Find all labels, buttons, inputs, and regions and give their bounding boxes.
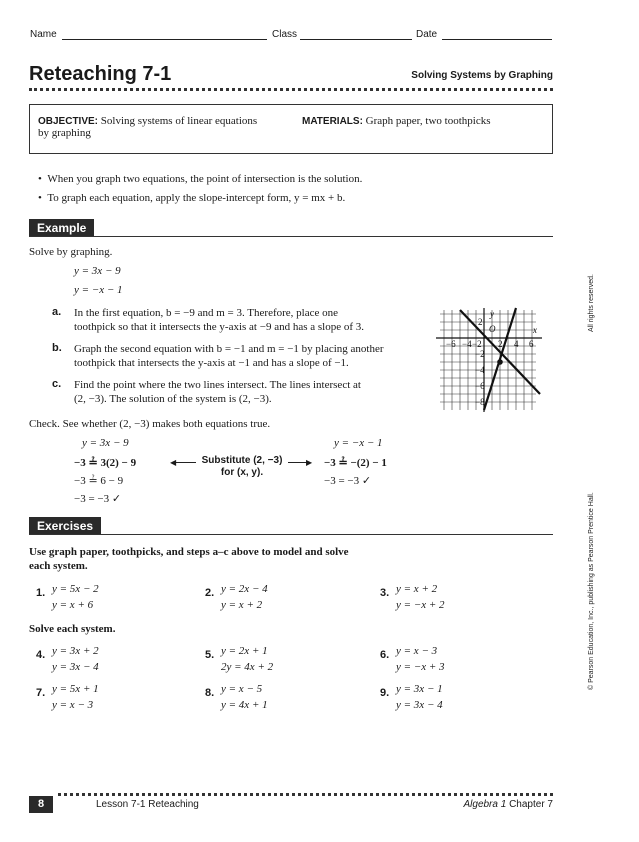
graph-y-label: y [490,309,494,319]
example-graph [434,306,544,414]
copyright-note: © Pearson Education, Inc., publishing as Pearson Prentice Hall. [588,492,595,690]
exercise-item: 7. y = 5x + 1 y = x − 3 [36,683,99,711]
left-arrow-shaft [174,462,196,463]
left-check-line: −3 ≟ 6 − 9 [74,475,124,487]
step-a-text: In the first equation, b = −9 and m = 3. Therefore, place one toothpick so that it intersects the y-axis at −9 and has a slope of 3. [74,307,365,333]
solve-label: Solve each system. [29,623,116,635]
step-c-text: Find the point where the two lines intersect. The lines intersect at (2, −3). The solution of the system is (2, −3). [74,379,361,405]
objective-line2: by graphing [38,127,91,139]
exercise-item: 5. y = 2x + 1 2y = 4x + 2 [205,645,274,673]
exercise-item: 4. y = 3x + 2 y = 3x − 4 [36,645,99,673]
x-tick-label: 4 [514,339,519,349]
left-check-line: −3 ≟ 3(2) − 9 [74,457,137,469]
graph-origin-label: O [489,324,496,334]
graph-x-label: x [533,325,537,335]
footer-dotted-divider [58,793,553,796]
bullet-item: • When you graph two equations, the point of intersection is the solution. [38,173,363,185]
example-intro: Solve by graphing. [29,246,113,258]
page-subtitle: Solving Systems by Graphing [411,70,553,81]
intersection-point [497,359,503,365]
objective-line1: Solving systems of linear equations [100,115,258,127]
name-field[interactable] [62,39,267,40]
y-tick-label: −8 [475,397,485,407]
x-tick-label: 2 [498,339,503,349]
exercise-item: 1. y = 5x − 2 y = x + 6 [36,583,99,611]
name-label: Name [30,29,57,40]
step-c-label: c. [52,378,62,390]
example-tab: Example [29,219,94,237]
exercises-tab: Exercises [29,517,101,535]
objective-box [29,104,553,154]
left-check-line: −3 = −3 ✓ [74,493,122,505]
check-intro: Check. See whether (2, −3) makes both equations true. [29,418,271,430]
exercise-item: 8. y = x − 5 y = 4x + 1 [205,683,268,711]
x-tick-label: −2 [472,339,482,349]
step-b-text: Graph the second equation with b = −1 and m = −1 by placing another toothpick that intersects the y-axis at −1 and has a slope of −1. [74,343,384,369]
exercise-item: 3. y = x + 2 y = −x + 2 [380,583,445,611]
left-arrow-icon: ◀ [170,458,177,467]
objective-text [38,115,288,139]
y-tick-label: 2 [478,317,483,327]
example-eq2: y = −x − 1 [74,284,123,296]
date-field[interactable] [442,39,552,40]
example-eq1: y = 3x − 9 [74,265,121,277]
objective-label: OBJECTIVE: [38,116,99,127]
title-dotted-divider [29,88,553,91]
bullet-item: • To graph each equation, apply the slope-intercept form, y = mx + b. [38,192,346,204]
exercise-item: 6. y = x − 3 y = −x + 3 [380,645,445,673]
x-tick-label: −4 [462,339,472,349]
y-tick-label: −6 [475,381,485,391]
exercises-rule [29,534,553,535]
materials-text [302,115,490,127]
substitute-note: Substitute (2, −3) for (x, y). [201,455,283,478]
footer-lesson: Lesson 7-1 Reteaching [96,799,199,810]
right-check-line: y = −x − 1 [334,437,383,449]
left-check-line: y = 3x − 9 [82,437,129,449]
x-tick-label: −6 [446,339,456,349]
right-check-line: −3 = −3 ✓ [324,475,372,487]
footer-book: Algebra 1 Chapter 7 [463,799,553,810]
exercise-item: 2. y = 2x − 4 y = x + 2 [205,583,268,611]
materials-label: MATERIALS: [302,116,363,127]
x-tick-label: 6 [529,339,534,349]
class-field[interactable] [300,39,412,40]
y-tick-label: −2 [475,349,485,359]
materials-value: Graph paper, two toothpicks [365,115,491,127]
y-tick-label: −4 [475,365,485,375]
rights-note: All rights reserved. [588,274,595,332]
right-check-line: −3 ≟ −(2) − 1 [324,457,387,469]
class-label: Class [272,29,298,40]
page-number-badge: 8 [29,796,53,813]
exercise-item: 9. y = 3x − 1 y = 3x − 4 [380,683,443,711]
date-label: Date [416,29,438,40]
right-arrow-icon: ▶ [306,458,313,467]
step-a-label: a. [52,306,62,318]
page-title: Reteaching 7-1 [29,63,172,85]
example-rule [29,236,553,237]
exercises-instructions: Use graph paper, toothpicks, and steps a–c above to model and solve each system. [29,546,349,572]
step-b-label: b. [52,342,62,354]
